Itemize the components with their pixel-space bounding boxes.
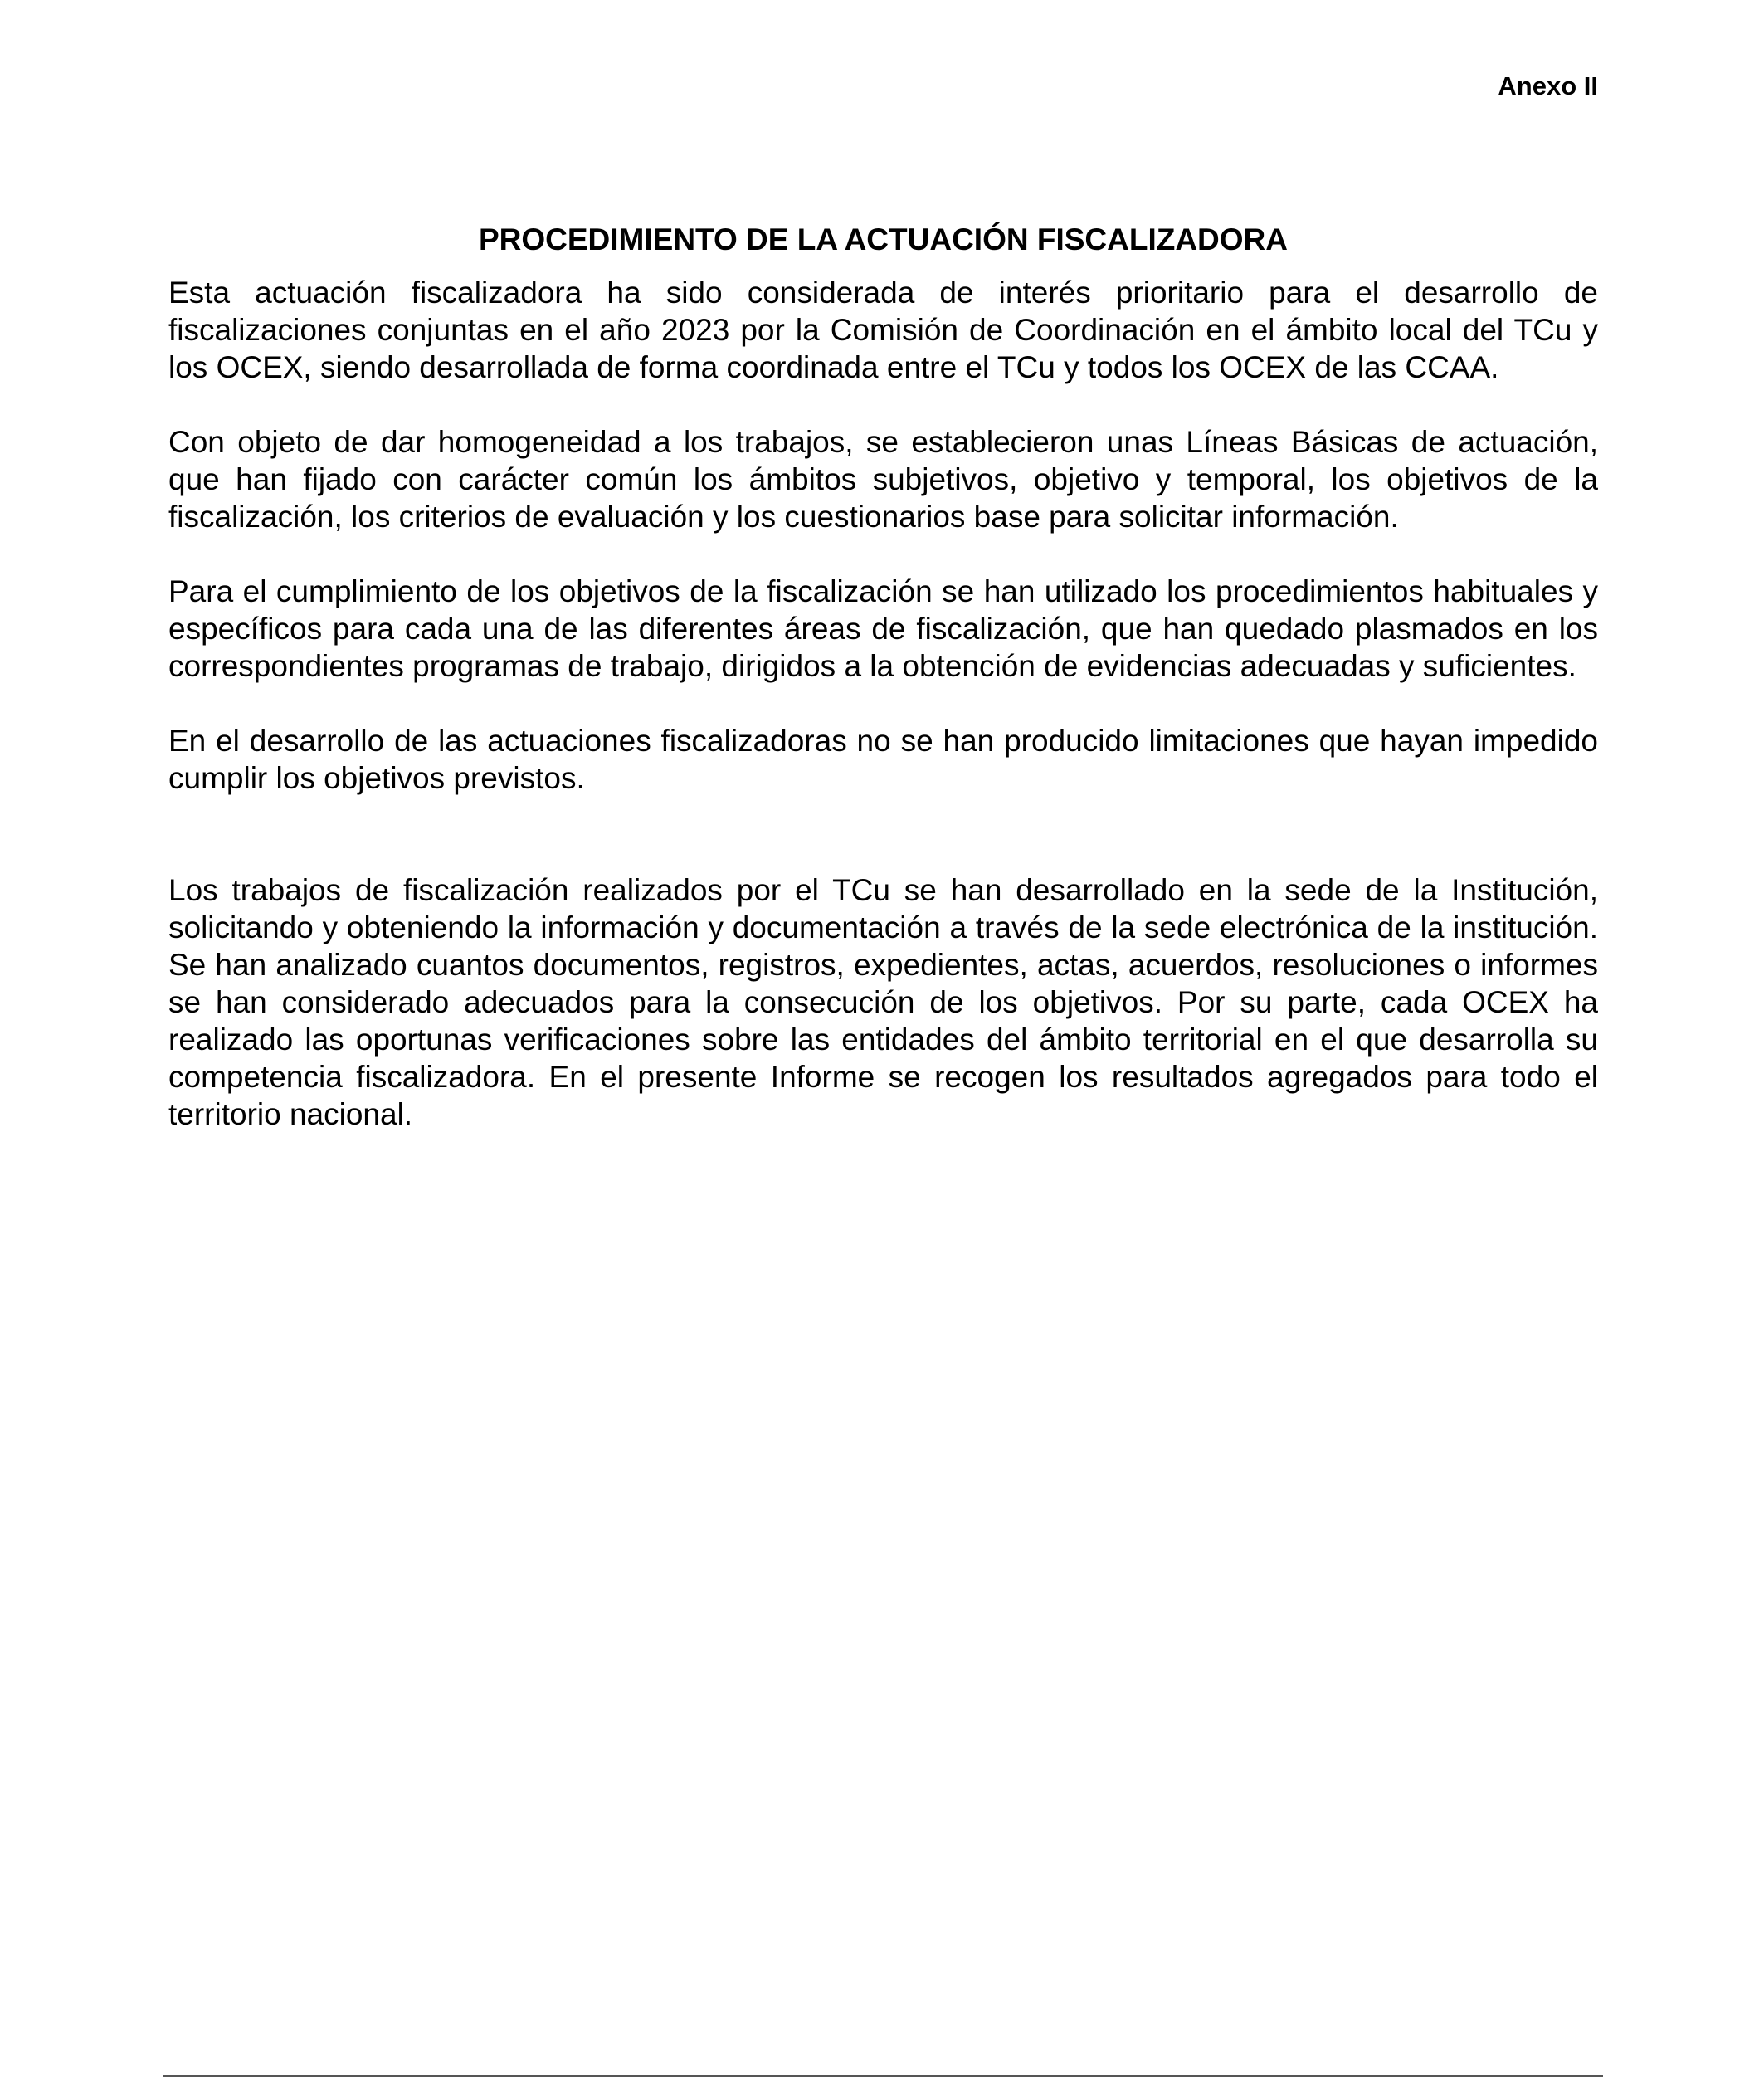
document-body xyxy=(168,274,1598,1170)
paragraph-basic-lines: Con objeto de dar homogeneidad a los trabajos, se establecieron unas Líneas Básicas de actuación, que han fijado con carácter común los ámbitos subjetivos, objetivo y temporal, los objetivos de la fiscalización, los criterios de evaluación y los cuestionarios base para solicitar información. xyxy=(168,425,1598,534)
annex-label: Anexo II xyxy=(1498,71,1598,100)
document-title: PROCEDIMIENTO DE LA ACTUACIÓN FISCALIZADORA xyxy=(478,222,1288,256)
footer-divider xyxy=(163,2075,1603,2077)
paragraph-prioritary-interest: Esta actuación fiscalizadora ha sido considerada de interés prioritario para el desarrollo de fiscalizaciones conjuntas en el año 2023 por la Comisión de Coordinación en el ámbito local del TCu y los OCEX, siendo desarrollada de forma coordinada entre el TCu y todos los OCEX de las CCAA. xyxy=(168,276,1598,384)
paragraph-limitations: En el desarrollo de las actuaciones fiscalizadoras no se han producido limitaciones que hayan impedido cumplir los objetivos previstos. xyxy=(168,724,1598,795)
paragraph-procedures: Para el cumplimiento de los objetivos de la fiscalización se han utilizado los procedimientos habituales y específicos para cada una de las diferentes áreas de fiscalización, que han quedado plasmados en los correspondientes programas de trabajo, dirigidos a la obtención de evidencias adecuadas y suficientes. xyxy=(168,574,1598,683)
paragraph-fieldwork: Los trabajos de fiscalización realizados por el TCu se han desarrollado en la sede de la Institución, solicitando y obteniendo la información y documentación a través de la sede electrónica de la institución. Se han analizado cuantos documentos, registros, expedientes, actas, acuerdos, resoluciones o informes se han considerado adecuados para la consecución de los objetivos. Por su parte, cada OCEX ha realizado las oportunas verificaciones sobre las entidades del ámbito territorial en el que desarrolla su competencia fiscalizadora. En el presente Informe se recogen los resultados agregados para todo el territorio nacional. xyxy=(168,873,1598,1131)
